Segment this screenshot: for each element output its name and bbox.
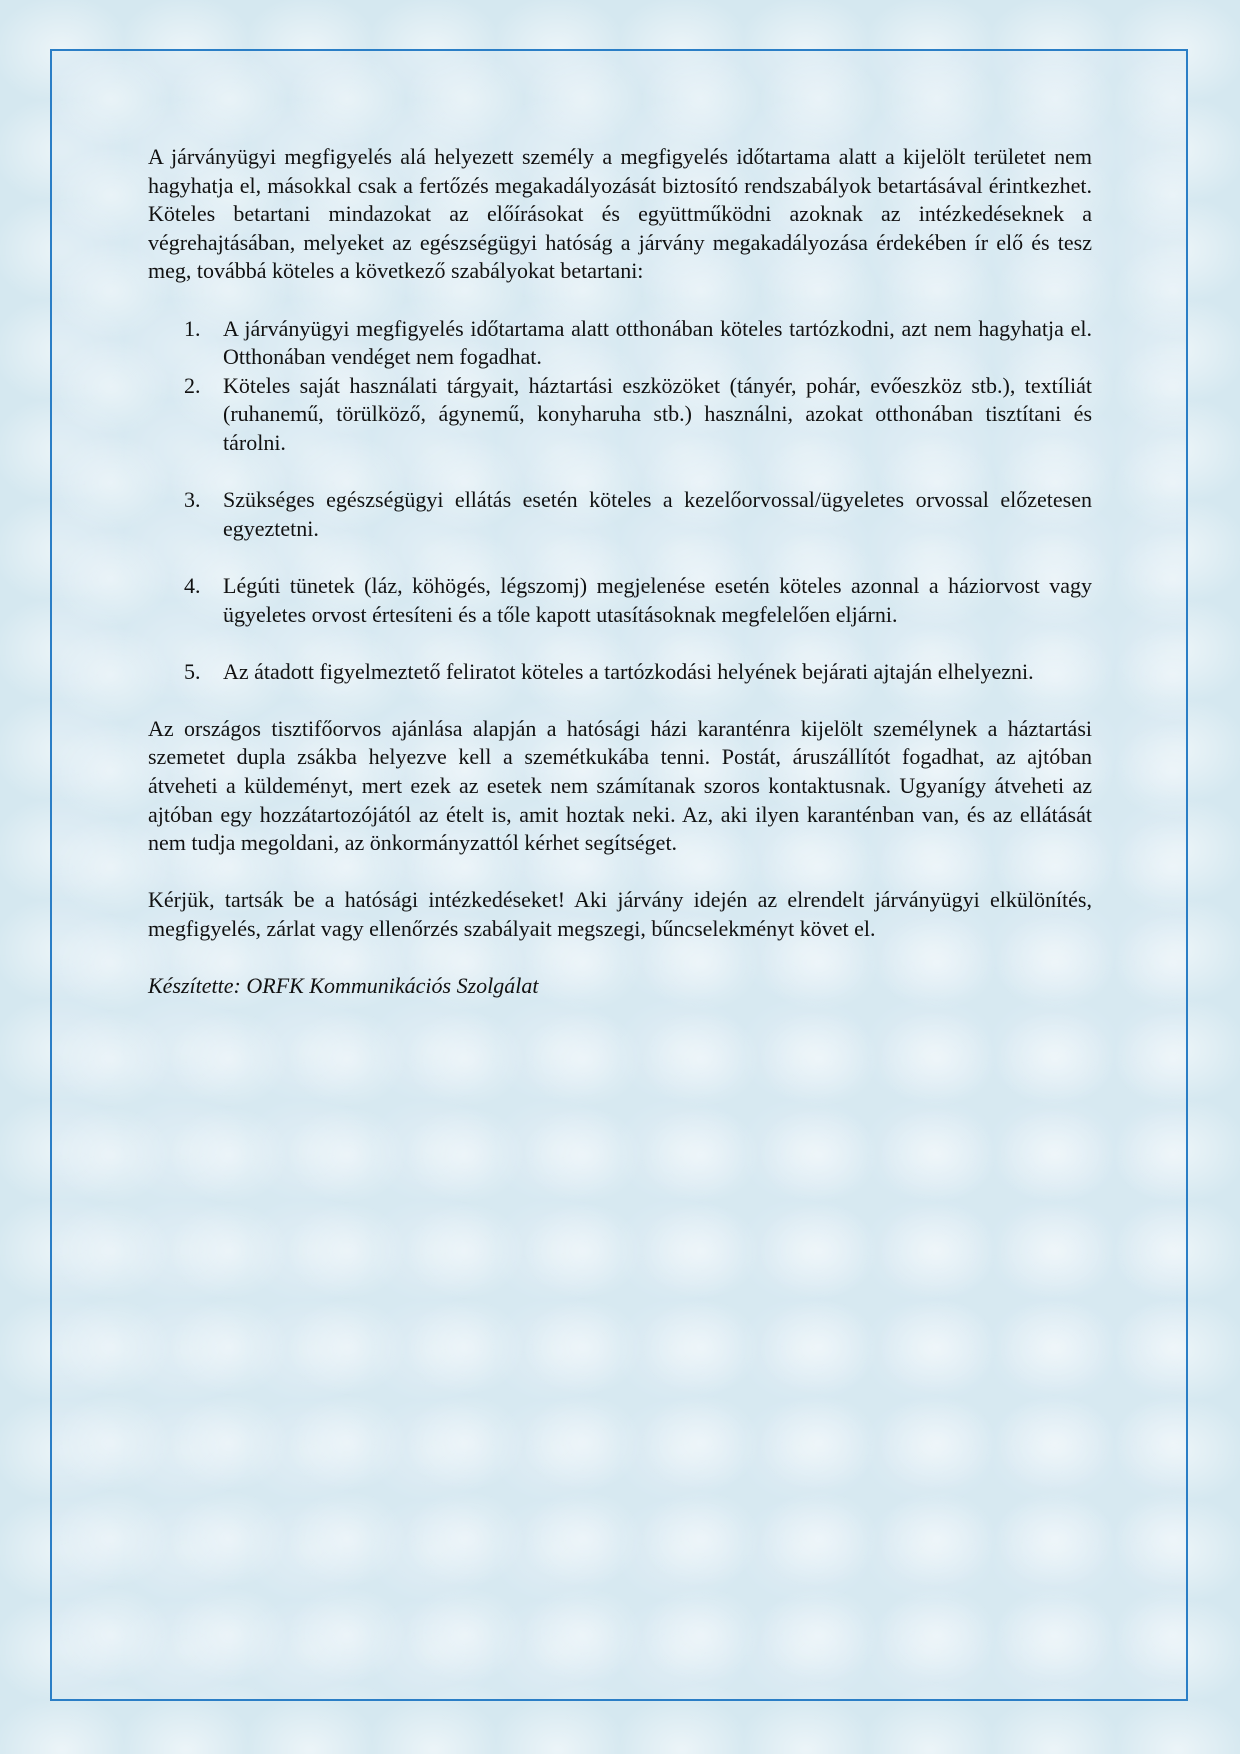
list-item	[148, 486, 1092, 543]
list-item-number: 5.	[184, 658, 201, 684]
list-item-number: 4.	[184, 572, 201, 598]
signature-line: Készítette: ORFK Kommunikációs Szolgálat	[148, 973, 539, 999]
list-item	[148, 572, 1092, 629]
list-item-number: 3.	[184, 487, 201, 513]
rules-list	[148, 315, 1092, 687]
list-item-text: Köteles saját használati tárgyait, háztartási eszközöket (tányér, pohár, evőeszköz stb.), textíliát (ruhanemű, törülköző, ágynemű, konyharuha stb.) használni, azokat otthonában tisztítani és tárolni.	[223, 372, 1092, 455]
list-item-number: 2.	[184, 372, 201, 398]
list-item-text: Az átadott figyelmeztető feliratot köteles a tartózkodási helyének bejárati ajtaján elhelyezni.	[223, 658, 1034, 684]
list-item-text: Szükséges egészségügyi ellátás esetén köteles a kezelőorvossal/ügyeletes orvossal előzetesen egyeztetni.	[223, 487, 1092, 541]
recommendation-paragraph: Az országos tisztifőorvos ajánlása alapján a hatósági házi karanténra kijelölt személynek a háztartási szemetet dupla zsákba helyezve kell a szemétkukába tenni. Postát, áruszállítót fogadhat, az ajtóban átveheti a küldeményt, mert ezek az esetek nem számítanak szoros kontaktusnak. Ugyanígy átveheti az ajtóban egy hozzátartozójától az ételt is, amit hoztak neki. Az, aki ilyen karanténban van, és az ellátását nem tudja megoldani, az önkormányzattól kérhet segítséget.	[148, 715, 1092, 856]
list-item-text: A járványügyi megfigyelés időtartama alatt otthonában köteles tartózkodni, azt nem hagyhatja el. Otthonában vendéget nem fogadhat.	[223, 315, 1092, 370]
closing-paragraph: Kérjük, tartsák be a hatósági intézkedéseket! Aki járvány idején az elrendelt járványügyi elkülönítés, megfigyelés, zárlat vagy ellenőrzés szabályait megszegi, bűncselekményt követ el.	[148, 887, 1092, 942]
list-item	[148, 658, 1092, 687]
intro-paragraph: A járványügyi megfigyelés alá helyezett személy a megfigyelés időtartama alatt a kijelölt területet nem hagyhatja el, másokkal csak a fertőzés megakadályozását biztosító rendszabályok betartásával érintkezhet. Köteles betartani mindazokat az előírásokat és együttműködni azoknak az intézkedéseknek a végrehajtásában, melyeket az egészségügyi hatóság a járvány megakadályozása érdekében ír elő és tesz meg, továbbá köteles a következő szabályokat betartani:	[148, 144, 1092, 284]
list-item-text: Légúti tünetek (láz, köhögés, légszomj) megjelenése esetén köteles azonnal a háziorvost vagy ügyeletes orvost értesíteni és a tőle kapott utasításoknak megfelelően eljárni.	[223, 572, 1092, 627]
list-item-number: 1.	[184, 315, 201, 341]
list-item	[148, 315, 1092, 372]
document-body	[148, 143, 1092, 1001]
list-item	[148, 372, 1092, 458]
